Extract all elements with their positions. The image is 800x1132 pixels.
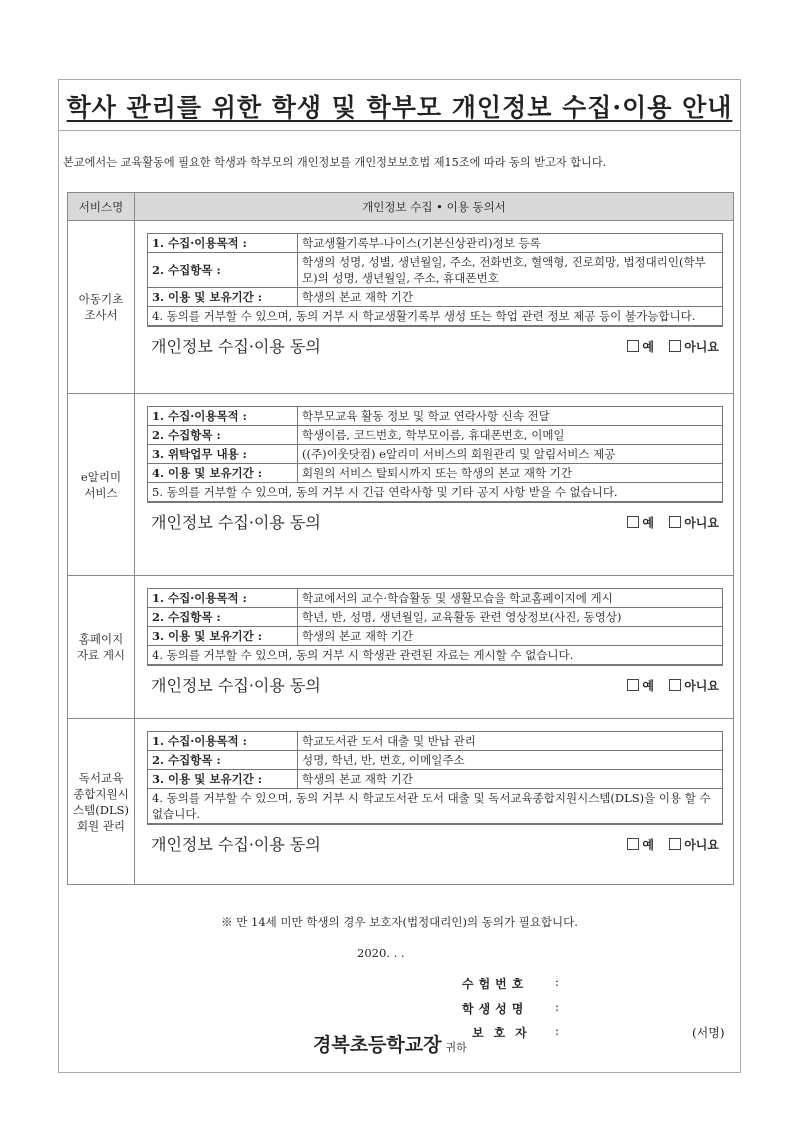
row-value: 학년, 반, 성명, 생년월일, 교육활동 관련 영상정보(사진, 동영상) <box>302 610 622 624</box>
row-label: 1. 수집·이용목적 : <box>148 732 298 750</box>
checkbox-icon <box>627 679 639 691</box>
no-checkbox[interactable]: 아니요 <box>669 340 719 354</box>
checkbox-icon <box>627 340 639 352</box>
info-row <box>148 732 722 751</box>
row-label: 2. 수집항목 : <box>148 253 298 287</box>
row-label: 1. 수집·이용목적 : <box>148 234 298 252</box>
row-label: 3. 위탁업무 내용 : <box>148 445 298 463</box>
info-row <box>148 407 722 426</box>
table-header <box>68 193 733 221</box>
consent-row <box>147 665 723 702</box>
colon: : <box>555 1000 560 1014</box>
row-label: 2. 수집항목 : <box>148 751 298 769</box>
row-label: 2. 수집항목 : <box>148 608 298 626</box>
info-box <box>147 731 723 824</box>
section-body <box>135 576 733 718</box>
service-section <box>68 719 733 884</box>
section-body <box>135 719 733 884</box>
signature-mark: (서명) <box>692 1026 725 1040</box>
info-row <box>148 445 722 464</box>
service-name: e알리미 서비스 <box>68 394 135 575</box>
row-value: 학부모교육 활동 정보 및 학교 연락사항 신속 전달 <box>302 409 550 423</box>
info-row <box>148 288 722 307</box>
row-value: ((주)이웃닷컴) e알리미 서비스의 회원관리 및 알림서비스 제공 <box>302 447 616 461</box>
refusal-note: 4. 동의를 거부할 수 있으며, 동의 거부 시 학교도서관 도서 대출 및 독서교육종합지원시스템(DLS)을 이용 할 수 없습니다. <box>152 791 711 821</box>
consent-label: 개인정보 수집·이용 동의 <box>151 512 321 532</box>
info-box <box>147 233 723 326</box>
row-label: 4. 이용 및 보유기간 : <box>148 464 298 482</box>
row-value: 학생의 본교 재학 기간 <box>302 629 413 643</box>
row-label: 3. 이용 및 보유기간 : <box>148 770 298 788</box>
yes-checkbox[interactable]: 예 <box>627 340 654 354</box>
colon: : <box>555 975 560 989</box>
no-checkbox[interactable]: 아니요 <box>669 516 719 530</box>
row-label: 3. 이용 및 보유기간 : <box>148 288 298 306</box>
header-service: 서비스명 <box>68 193 135 220</box>
row-value: 학교생활기록부-나이스(기본신상관리)정보 등록 <box>302 236 541 250</box>
student-name-label: 학생성명 <box>462 1002 529 1016</box>
row-value: 학생이름, 코드번호, 학부모이름, 휴대폰번호, 이메일 <box>302 428 565 442</box>
consent-row <box>147 502 723 539</box>
consent-form <box>58 79 741 1073</box>
checkbox-icon <box>627 516 639 528</box>
consent-row <box>147 326 723 363</box>
yes-checkbox[interactable]: 예 <box>627 679 654 693</box>
checkbox-icon <box>627 838 639 850</box>
school-name: 경복초등학교장 귀하 <box>313 1034 467 1056</box>
yes-checkbox[interactable]: 예 <box>627 516 654 530</box>
consent-row <box>147 824 723 861</box>
row-value: 성명, 학년, 반, 번호, 이메일주소 <box>302 753 465 767</box>
title-divider <box>59 130 740 131</box>
info-row <box>148 608 722 627</box>
info-box <box>147 406 723 502</box>
consent-table <box>67 192 734 885</box>
row-value: 학생의 본교 재학 기간 <box>302 772 413 786</box>
checkbox-icon <box>669 838 681 850</box>
refusal-note: 5. 동의를 거부할 수 있으며, 동의 거부 시 긴급 연락사항 및 기타 공지 사항 받을 수 없습니다. <box>152 485 618 499</box>
date-field: 2020. . . <box>357 946 405 960</box>
colon: : <box>555 1024 560 1038</box>
info-row <box>148 253 722 288</box>
info-row <box>148 464 722 483</box>
info-row <box>148 751 722 770</box>
info-row <box>148 589 722 608</box>
checkbox-icon <box>669 516 681 528</box>
info-box <box>147 588 723 665</box>
consent-label: 개인정보 수집·이용 동의 <box>151 675 321 695</box>
exam-number-label: 수험번호 <box>462 977 529 991</box>
page-title: 학사 관리를 위한 학생 및 학부모 개인정보 수집·이용 안내 <box>66 93 733 122</box>
refusal-note: 4. 동의를 거부할 수 있으며, 동의 거부 시 학교생활기록부 생성 또는 학업 관련 정보 제공 등이 불가능합니다. <box>152 309 696 323</box>
row-label: 1. 수집·이용목적 : <box>148 407 298 425</box>
consent-label: 개인정보 수집·이용 동의 <box>151 834 321 854</box>
consent-label: 개인정보 수집·이용 동의 <box>151 336 321 356</box>
service-section <box>68 576 733 719</box>
section-body <box>135 394 733 575</box>
info-row <box>148 426 722 445</box>
service-section <box>68 221 733 394</box>
intro-text: 본교에서는 교육활동에 필요한 학생과 학부모의 개인정보를 개인정보보호법 제15조에 따라 동의 받고자 합니다. <box>63 156 607 169</box>
service-name: 독서교육 종합지원시 스템(DLS) 회원 관리 <box>68 719 135 884</box>
row-value: 학교도서관 도서 대출 및 반납 관리 <box>302 734 476 748</box>
section-body <box>135 221 733 393</box>
checkbox-icon <box>669 679 681 691</box>
footer-note: ※ 만 14세 미만 학생의 경우 보호자(법정대리인)의 동의가 필요합니다. <box>221 915 578 929</box>
guardian-label: 보호자 <box>472 1026 537 1040</box>
info-row <box>148 770 722 789</box>
row-label: 1. 수집·이용목적 : <box>148 589 298 607</box>
service-section <box>68 394 733 576</box>
service-name: 아동기초 조사서 <box>68 221 135 393</box>
row-label: 3. 이용 및 보유기간 : <box>148 627 298 645</box>
row-value: 회원의 서비스 탈퇴시까지 또는 학생의 본교 재학 기간 <box>302 466 572 480</box>
yes-checkbox[interactable]: 예 <box>627 838 654 852</box>
info-row <box>148 627 722 646</box>
row-value: 학교에서의 교수·학습활동 및 생활모습을 학교홈페이지에 게시 <box>302 591 613 605</box>
header-consent: 개인정보 수집 • 이용 동의서 <box>362 199 506 214</box>
row-value: 학생의 성명, 성별, 생년월일, 주소, 전화번호, 혈액형, 진로희망, 법정대리인(학부모)의 성명, 생년월일, 주소, 휴대폰번호 <box>302 255 706 285</box>
no-checkbox[interactable]: 아니요 <box>669 679 719 693</box>
info-row <box>148 234 722 253</box>
refusal-note: 4. 동의를 거부할 수 있으며, 동의 거부 시 학생관 관련된 자료는 게시할 수 없습니다. <box>152 648 574 662</box>
checkbox-icon <box>669 340 681 352</box>
service-name: 홈페이지 자료 게시 <box>68 576 135 718</box>
no-checkbox[interactable]: 아니요 <box>669 838 719 852</box>
row-value: 학생의 본교 재학 기간 <box>302 290 413 304</box>
row-label: 2. 수집항목 : <box>148 426 298 444</box>
